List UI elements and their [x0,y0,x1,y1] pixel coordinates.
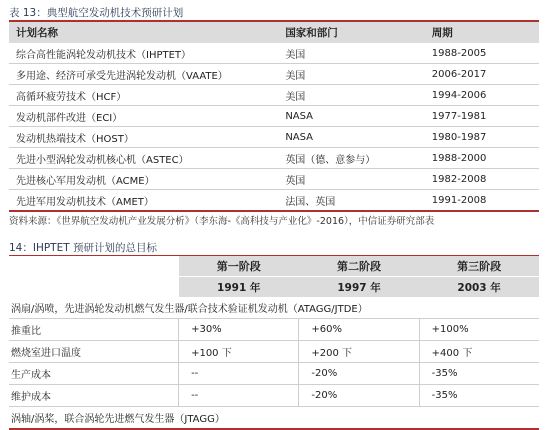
section-title-turbofan: 涡扇/涡喷，先进涡轮发动机燃气发生器/联合技术验证机发动机（ATAGG/JTDE） [9,297,539,319]
table-row [9,385,539,407]
goal-value-phase-2: +60% [299,319,419,341]
program-country: NASA [278,127,403,148]
phase-header-blank [9,256,179,277]
program-period: 1982-2008 [404,169,539,190]
program-name: 先进小型涡轮发动机核心机（ASTEC） [9,148,278,169]
table1-header-name: 计划名称 [9,22,278,43]
program-period: 1988-2005 [404,43,539,64]
program-period: 1991-2008 [404,190,539,212]
table2 [9,256,539,430]
phase-3-header: 第三阶段 [419,256,539,277]
goal-value-phase-2: -20% [299,363,419,385]
program-name: 综合高性能涡轮发动机技术（IHPTET） [9,43,278,64]
year-header-row [9,277,539,298]
goal-value-phase-3: -35% [419,385,539,407]
program-name: 高循环疲劳技术（HCF） [9,85,278,106]
table-row [9,85,539,106]
goal-label: 生产成本 [9,363,179,385]
goal-label: 维护成本 [9,385,179,407]
table2-caption: 14：IHPTET 预研计划的总目标 [9,242,157,254]
program-country: 法国、英国 [278,190,403,212]
table-row [9,127,539,148]
section-row [9,297,539,319]
section-title-turboshaft: 涡轴/涡桨，联合涡轮先进燃气发生器（JTAGG） [9,407,539,430]
program-name: 多用途、经济可承受先进涡轮发动机（VAATE） [9,64,278,85]
table1 [9,22,539,212]
phase-1-header: 第一阶段 [179,256,299,277]
goal-label: 燃烧室进口温度 [9,341,179,363]
program-country: 美国 [278,85,403,106]
program-country: NASA [278,106,403,127]
goal-value-phase-2: -20% [299,385,419,407]
phase-3-year: 2003 年 [419,277,539,298]
program-period: 1988-2000 [404,148,539,169]
table1-header-row [9,22,539,43]
goal-value-phase-1: +100 下 [179,341,299,363]
phase-2-year: 1997 年 [299,277,419,298]
section-row [9,407,539,430]
program-name: 先进军用发动机技术（AMET） [9,190,278,212]
goal-value-phase-3: +400 下 [419,341,539,363]
table-row [9,341,539,363]
goal-value-phase-1: -- [179,363,299,385]
table-row [9,190,539,212]
goal-value-phase-3: +100% [419,319,539,341]
table-row [9,319,539,341]
program-period: 1977-1981 [404,106,539,127]
year-header-blank [9,277,179,298]
program-period: 2006-2017 [404,64,539,85]
table1-header-country: 国家和部门 [278,22,403,43]
goal-value-phase-1: +30% [179,319,299,341]
program-name: 发动机热端技术（HOST） [9,127,278,148]
program-country: 美国 [278,43,403,64]
table-row [9,43,539,64]
table-row [9,169,539,190]
table-row [9,64,539,85]
program-country: 英国（德、意参与） [278,148,403,169]
table1-header-period: 周期 [404,22,539,43]
goal-value-phase-1: -- [179,385,299,407]
table-row [9,363,539,385]
table-row [9,106,539,127]
phase-header-row [9,256,539,277]
program-period: 1994-2006 [404,85,539,106]
goal-value-phase-2: +200 下 [299,341,419,363]
phase-1-year: 1991 年 [179,277,299,298]
table1-caption: 表 13：典型航空发动机技术预研计划 [9,7,184,19]
phase-2-header: 第二阶段 [299,256,419,277]
program-name: 发动机部件改进（ECI） [9,106,278,127]
goal-label: 推重比 [9,319,179,341]
table1-source-note: 资料来源：《世界航空发动机产业发展分析》（李东海-《高科技与产业化》-2016），中信证券研究部表 [9,216,435,227]
program-period: 1980-1987 [404,127,539,148]
goal-value-phase-3: -35% [419,363,539,385]
table-row [9,148,539,169]
program-country: 英国 [278,169,403,190]
program-country: 美国 [278,64,403,85]
program-name: 先进核心军用发动机（ACME） [9,169,278,190]
